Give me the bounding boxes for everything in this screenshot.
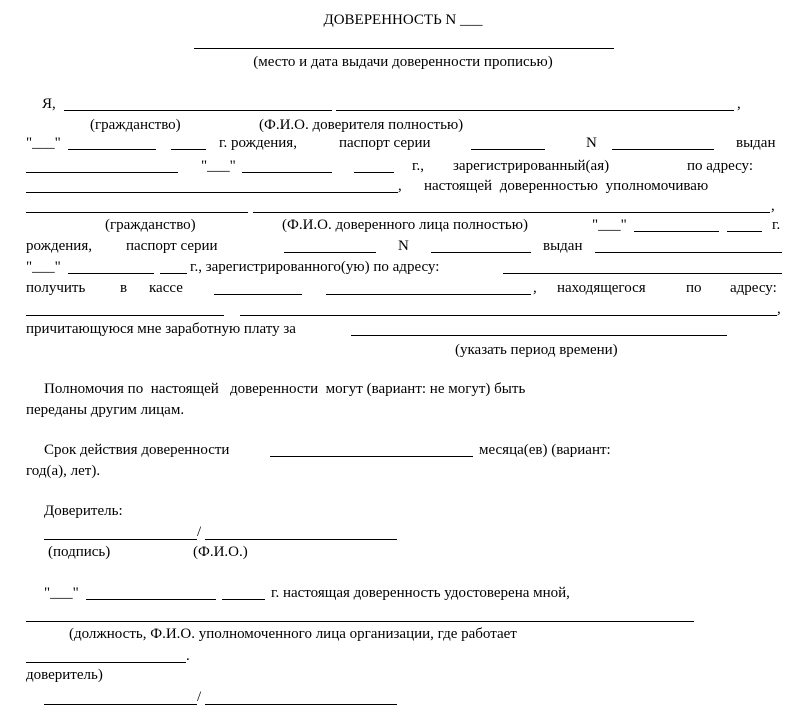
validity-suffix: месяца(ев) (вариант: (479, 442, 611, 458)
cashdesk-name-line (214, 294, 302, 295)
place-date-caption: (место и дата выдачи доверенности прописью) (253, 54, 553, 70)
principal-authorize: настоящей доверенностью уполномочиваю (424, 178, 709, 194)
signature-slash: / (197, 524, 202, 540)
certifier-fio-line (205, 704, 397, 705)
principal-registered: зарегистрированный(ая) (453, 158, 610, 174)
principal-citizenship-line (64, 110, 332, 111)
org-address-line-1 (26, 315, 224, 316)
attorney-n-label: N (398, 238, 409, 254)
cashdesk-word: кассе (149, 280, 183, 296)
attorney-citizenship-line (26, 212, 248, 213)
signature-fio-line (205, 539, 397, 540)
principal-birth-year-line (171, 149, 206, 150)
principal-issue-month-line (242, 172, 332, 173)
principal-label: Доверитель: (44, 503, 123, 519)
position-caption: (должность, Ф.И.О. уполномоченного лица организации, где работает (69, 626, 517, 642)
attorney-fio-caption: (Ф.И.О. доверенного лица полностью) (282, 217, 528, 233)
i-prefix: Я, (42, 96, 56, 112)
signature-caption: (подпись) (48, 544, 111, 560)
certifier-slash: / (197, 689, 202, 705)
principal-passport-series: паспорт серии (339, 135, 431, 151)
certifier-position-line (26, 621, 694, 622)
principal-address-line (26, 192, 398, 193)
principal-comma: , (737, 96, 741, 112)
attorney-issued: выдан (543, 238, 583, 254)
attorney-year-tail: г. (772, 217, 781, 233)
address-word: адресу: (730, 280, 777, 296)
attorney-birth: рождения, (26, 238, 92, 254)
certifier-continuation-line (26, 662, 186, 663)
attorney-issue-month-line (68, 273, 154, 274)
salary-period-line (351, 335, 727, 336)
certification-year-line (222, 599, 265, 600)
in-word: в (120, 280, 128, 296)
place-date-line (194, 48, 614, 49)
by-word: по (686, 280, 702, 296)
validity-months-line (270, 456, 473, 457)
delegation-line-1: Полномочия по настоящей доверенности могут (вариант: не могут) быть (44, 381, 526, 397)
attorney-issue-year-line (160, 273, 187, 274)
cash-comma: , (533, 280, 537, 296)
org-address-line-2 (240, 315, 777, 316)
organization-line (326, 294, 531, 295)
principal-issued: выдан (736, 135, 776, 151)
attorney-issued-by-line (595, 252, 782, 253)
principal-number-line (612, 149, 714, 150)
attorney-fio-line (253, 212, 770, 213)
attorney-address-line (503, 273, 782, 274)
principal-citizenship-caption: (гражданство) (90, 117, 181, 133)
attorney-registered: г., зарегистрированного(ую) по адресу: (190, 259, 440, 275)
principal-n-label: N (586, 135, 597, 151)
located-word: находящегося (557, 280, 646, 296)
principal-issued-by-line (26, 172, 178, 173)
principal-birth-month-line (68, 149, 156, 150)
principal-word: доверитель) (26, 667, 103, 683)
principal-fio-caption: (Ф.И.О. доверителя полностью) (259, 117, 464, 133)
org-address-comma: , (777, 301, 781, 317)
certification-month-line (86, 599, 216, 600)
delegation-line-2: переданы другим лицам. (26, 402, 185, 418)
principal-fio-line (336, 110, 734, 111)
principal-issue-year: г., (412, 158, 424, 174)
certification-text: г. настоящая доверенность удостоверена мной, (271, 585, 570, 601)
principal-by-address: по адресу: (687, 158, 754, 174)
attorney-birth-quote: "___" (592, 217, 627, 233)
attorney-passport-series: паспорт серии (126, 238, 218, 254)
principal-birth-quote: "___" (26, 135, 61, 151)
principal-issue-quote: "___" (201, 158, 236, 174)
signature-line (44, 539, 197, 540)
certifier-signature-line (44, 704, 197, 705)
attorney-birth-year-line (727, 231, 762, 232)
principal-series-line (471, 149, 545, 150)
attorney-issue-quote: "___" (26, 259, 61, 275)
attorney-birth-month-line (634, 231, 719, 232)
salary-text: причитающуюся мне заработную плату за (26, 321, 296, 337)
principal-issue-year-line (354, 172, 394, 173)
validity-prefix: Срок действия доверенности (44, 442, 230, 458)
receive-word: получить (26, 280, 86, 296)
attorney-series-line (284, 252, 376, 253)
attorney-comma: , (771, 198, 775, 214)
signature-fio-caption: (Ф.И.О.) (193, 544, 248, 560)
attorney-number-line (431, 252, 531, 253)
validity-line-2: год(а), лет). (26, 463, 101, 479)
period-caption: (указать период времени) (455, 342, 618, 358)
attorney-citizenship-caption: (гражданство) (105, 217, 196, 233)
document-title: ДОВЕРЕННОСТЬ N ___ (323, 12, 483, 28)
certification-period: . (186, 648, 190, 664)
principal-address-comma: , (398, 178, 402, 194)
principal-year-birth: г. рождения, (219, 135, 297, 151)
certification-quote: "___" (44, 585, 79, 601)
